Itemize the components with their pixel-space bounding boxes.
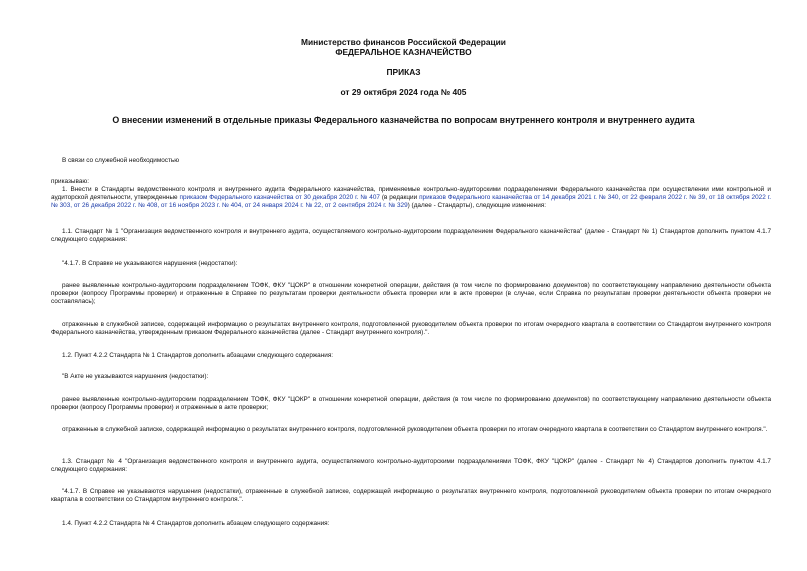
paragraph-1-2: 1.2. Пункт 4.2.2 Стандарта № 1 Стандартов дополнить абзацами следующего содержания:	[62, 352, 334, 359]
document-title: О внесении изменений в отдельные приказы Федерального казначейства по вопросам внутреннего контроля и внутреннего аудита	[112, 115, 695, 125]
order-word: приказываю:	[51, 178, 89, 185]
quote-4-1-7-item-b: отраженные в служебной записке, содержащей информацию о результатах внутреннего контроля, подготовленной руководителем объекта проверки по итогам очередного квартала в соответствии со Стандартом внутреннего контроля Федерального казначейства, утвержденным приказом Федерального казначейства (далее - Стандарт внутреннего контроля).".	[51, 321, 771, 336]
paragraph-1-text-2: (в редакции	[379, 194, 420, 201]
paragraph-1	[51, 186, 771, 210]
quote-4-1-7: "4.1.7. В Справке не указываются нарушения (недостатки):	[62, 260, 238, 267]
quote-4-1-7-standard-4: "4.1.7. В Справке не указываются нарушения (недостатки), отраженные в служебной записке, содержащей информацию о результатах внутреннего контроля, подготовленной руководителем объекта проверки по итогам очередного квартала в соответствии со Стандартом внутреннего контроля.".	[51, 488, 771, 503]
paragraph-1-text-3: ) (далее - Стандарты), следующие изменения:	[407, 202, 547, 209]
paragraph-1-1: 1.1. Стандарт № 1 "Организация ведомственного контроля и внутреннего аудита, осуществляемого контрольно-аудиторским подразделением Федерального казначейства" (далее - Стандарт № 1) Стандартов дополнить пунктом 4.1.7 следующего содержания:	[51, 228, 771, 243]
document-date-number: от 29 октября 2024 года № 405	[340, 87, 467, 97]
quote-4-2-2: "В Акте не указываются нарушения (недостатки):	[62, 373, 209, 380]
paragraph-1-text-1: 1. Внести в Стандарты ведомственного контроля и внутреннего аудита Федерального казначейства, применяемые контрольно-аудиторскими подразделениями Федерального казначейства при осуществлении ими контрольной и аудиторской деятельности, утвержденные	[51, 186, 771, 201]
intro-text: В связи со служебной необходимостью	[62, 157, 180, 164]
ministry-name: Министерство финансов Российской Федерации	[301, 37, 506, 47]
paragraph-1-3: 1.3. Стандарт № 4 "Организация ведомственного контроля и внутреннего аудита, осуществляемого контрольно-аудиторскими подразделениями ТОФК, ФКУ "ЦОКР" (далее - Стандарт № 4) Стандартов дополнить пунктом 4.1.7 следующего содержания:	[51, 458, 771, 473]
quote-4-1-7-item-a: ранее выявленные контрольно-аудиторским подразделением ТОФК, ФКУ "ЦОКР" в отношении конкретной операции, действия (в том числе по формированию документов) по соответствующему направлению деятельности объекта проверки (вопросу Программы проверки) и отраженные в Справке по результатам проверки деятельности объекта проверки или в акте проверки (в случае, если Справка по результатам проверки деятельности объекта проверки не составлялась);	[51, 282, 771, 305]
paragraph-1-4: 1.4. Пункт 4.2.2 Стандарта № 4 Стандартов дополнить абзацем следующего содержания:	[62, 520, 330, 527]
agency-name: ФЕДЕРАЛЬНОЕ КАЗНАЧЕЙСТВО	[335, 47, 472, 57]
document-type: ПРИКАЗ	[386, 67, 421, 77]
order-407-link[interactable]: приказом Федерального казначейства от 30 декабря 2020 г. № 407	[179, 194, 380, 201]
quote-4-2-2-item-b: отраженные в служебной записке, содержащей информацию о результатах внутреннего контроля, подготовленной руководителем объекта проверки по итогам очередного квартала в соответствии со Стандартом внутреннего контроля.".	[62, 426, 768, 433]
amending-orders-link[interactable]: приказов Федерального казначейства от 14 декабря 2021 г. № 340, от 22 февраля 2022 г. № 39, от 18 октября 2022 г. № 303, от 26 декабря 2022 г. № 408, от 16 ноября 2023 г. № 404, от 24 января 2024 г. № 22, от 2 сентября 2024 г. № 329	[51, 194, 771, 209]
quote-4-2-2-item-a: ранее выявленные контрольно-аудиторским подразделением ТОФК, ФКУ "ЦОКР" в отношении конкретной операции, действия (в том числе по формированию документов) по соответствующему направлению деятельности объекта проверки (вопросу Программы проверки) и отраженные в акте проверки;	[51, 396, 771, 411]
